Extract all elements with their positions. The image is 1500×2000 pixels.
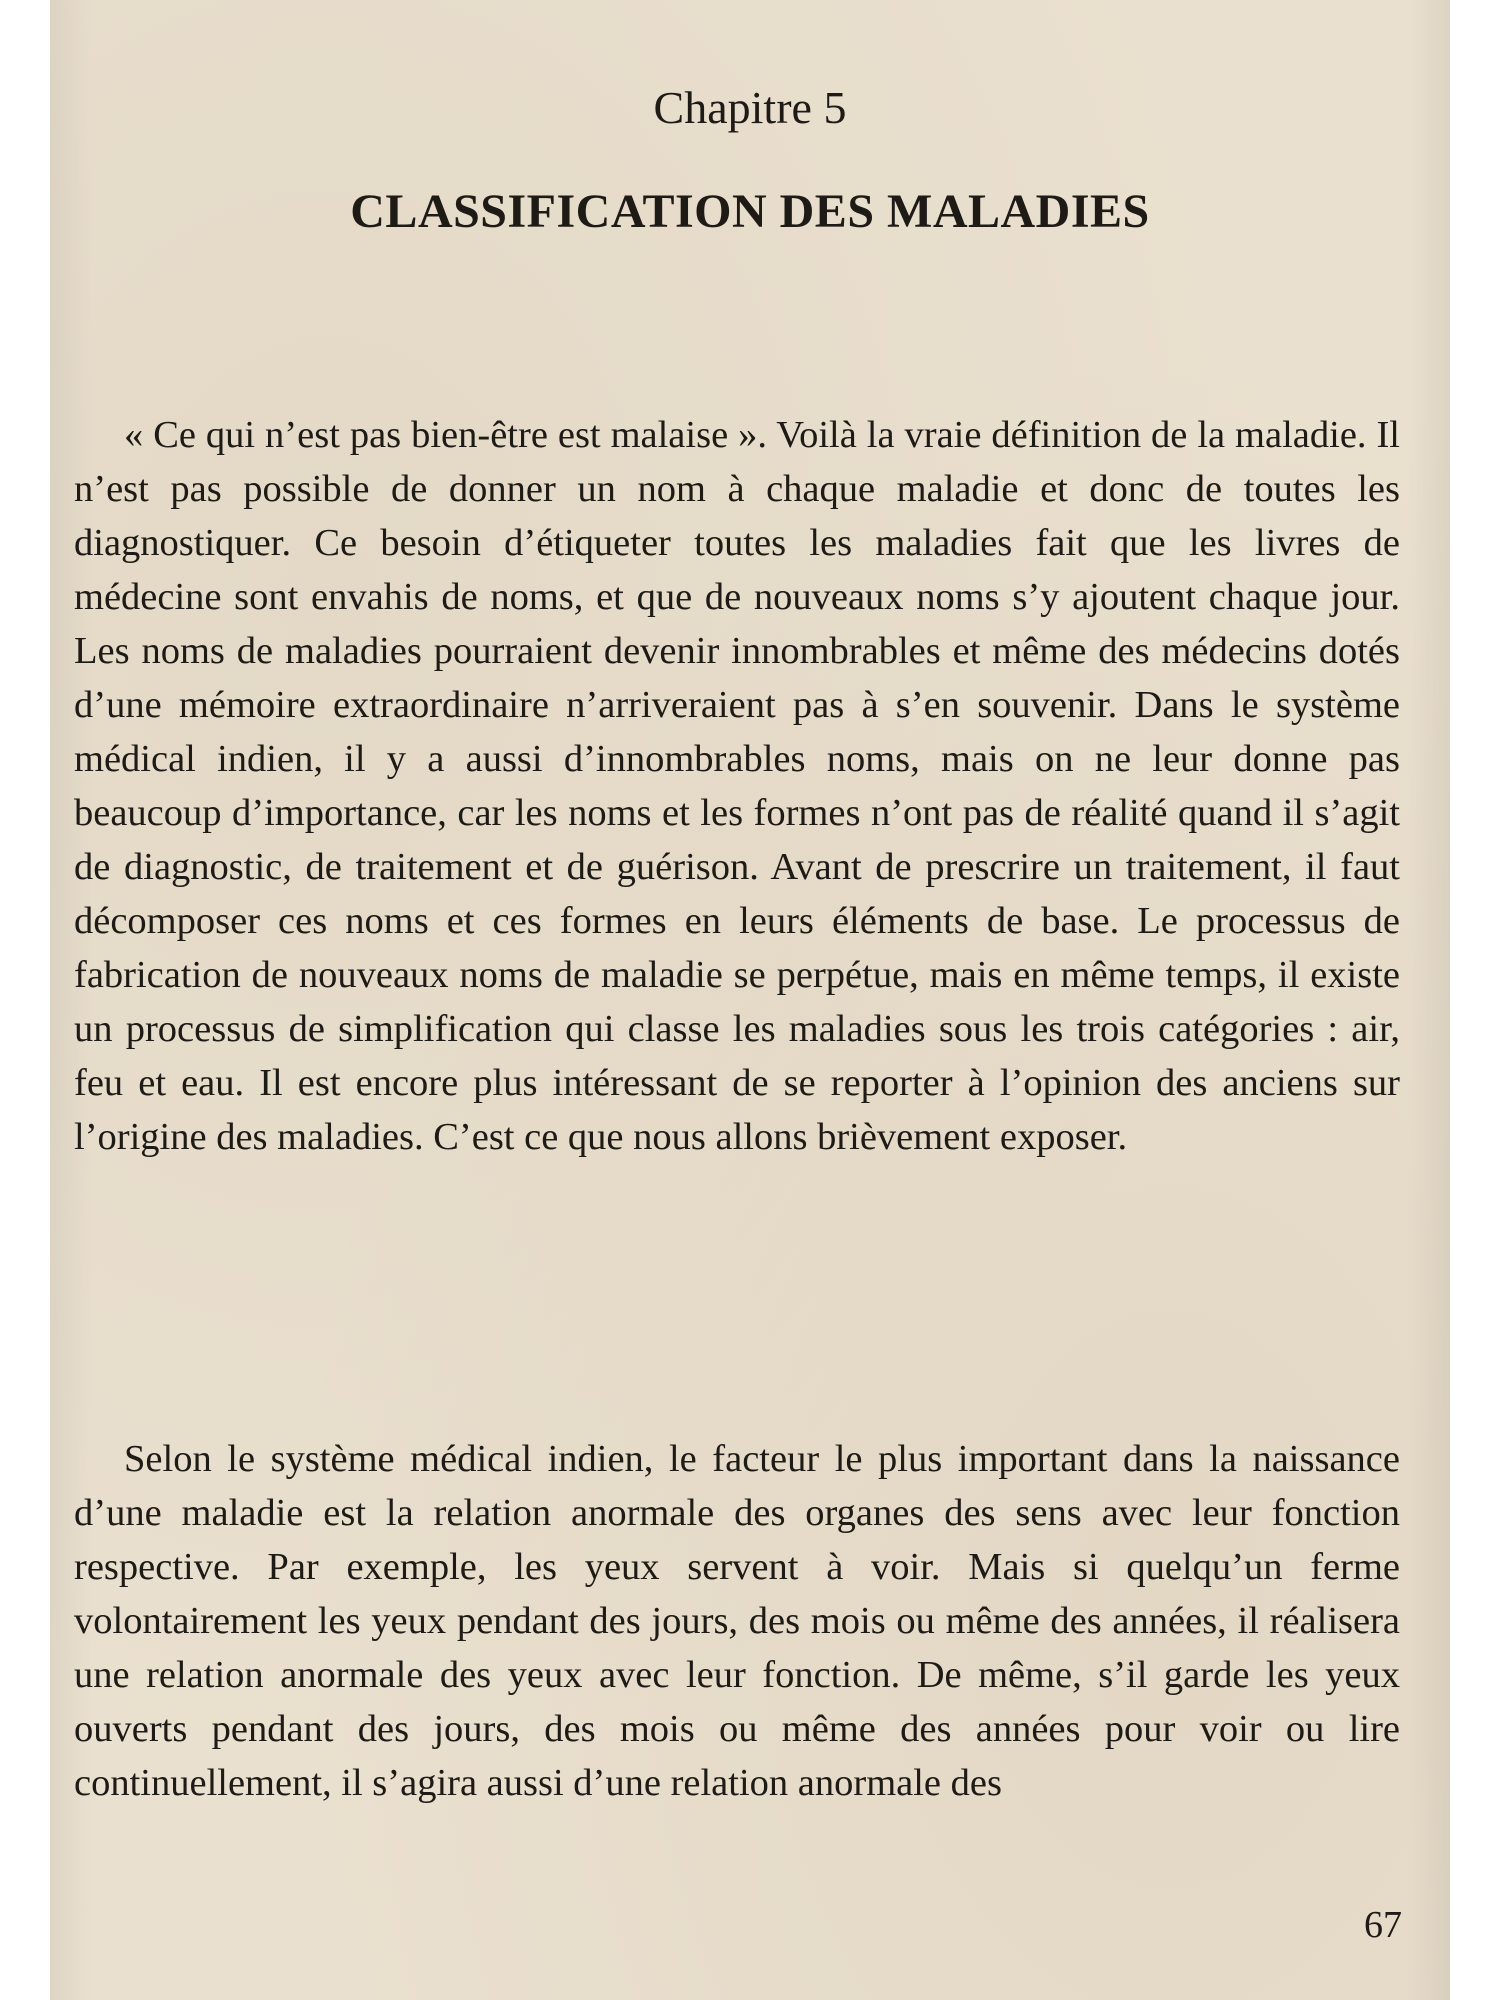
paragraph-2: Selon le système médical indien, le facteur le plus important dans la naissance d’une maladie est la relation anormale des organes des sens avec leur fonction respective. Par exemple, les yeux servent à voir. Mais si quelqu’un ferme volontairement les yeux pendant des jours, des mois ou même des années, il réalisera une relation anormale des yeux avec leur fonction. De même, s’il garde les yeux ouverts pendant des jours, des mois ou même des années pour voir ou lire continuellement, il s’agira aussi d’une relation anormale des [74, 1438, 1400, 1804]
chapter-number: Chapitre 5 [653, 82, 847, 133]
paragraph-1: « Ce qui n’est pas bien-être est malaise ». Voilà la vraie définition de la maladie. Il n’est pas possible de donner un nom à chaque maladie et donc de toutes les diagnostiquer. Ce besoin d’étiqueter toutes les maladies fait que les livres de médecine sont envahis de noms, et que de nouveaux noms s’y ajoutent chaque jour. Les noms de maladies pourraient devenir innombrables et même des médecins dotés d’une mémoire extraordinaire n’arriveraient pas à s’en souvenir. Dans le système médical indien, il y a aussi d’innombrables noms, mais on ne leur donne pas beaucoup d’importance, car les noms et les formes n’ont pas de réalité quand il s’agit de diagnostic, de traitement et de guérison. Avant de prescrire un traitement, il faut décomposer ces noms et ces formes en leurs éléments de base. Le processus de fabrication de nouveaux noms de maladie se perpétue, mais en même temps, il existe un processus de simplification qui classe les maladies sous les trois catégories : air, feu et eau. Il est encore plus intéressant de se reporter à l’opinion des anciens sur l’origine des maladies. C’est ce que nous allons brièvement exposer. [74, 414, 1400, 1158]
page-number: 67 [1364, 1904, 1402, 1946]
chapter-title: CLASSIFICATION DES MALADIES [350, 185, 1150, 238]
book-page [50, 0, 1450, 2000]
